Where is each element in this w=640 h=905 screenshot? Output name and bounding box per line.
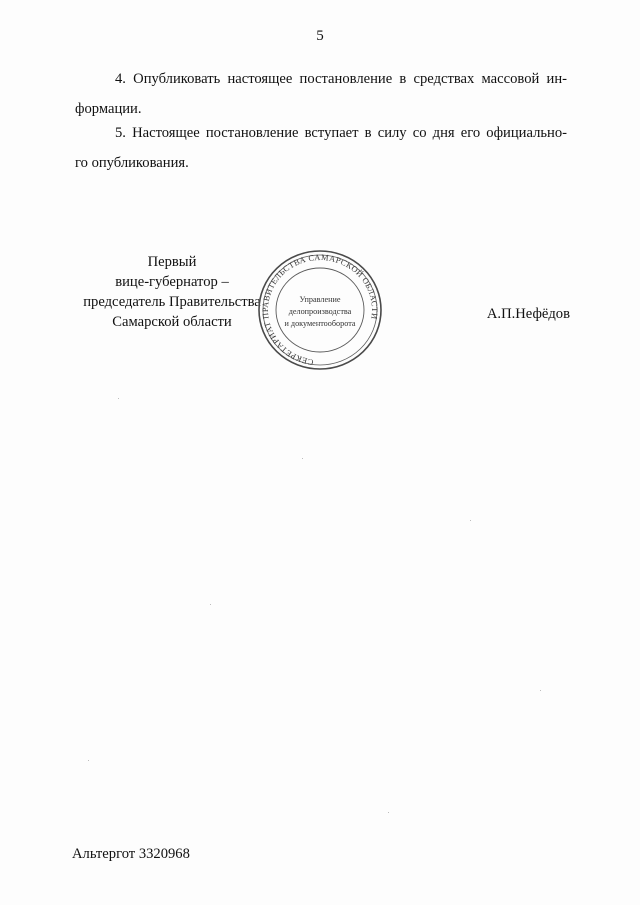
scan-speck <box>118 398 119 399</box>
official-seal <box>254 244 386 370</box>
scan-speck <box>388 812 389 813</box>
paragraph-line: формации. <box>75 101 142 117</box>
signatory-name: А.П.Нефёдов <box>486 306 570 322</box>
paragraph-line: 5. Настоящее постановление вступает в силу со дня его официально- <box>115 125 567 141</box>
seal-center-line: Управление <box>299 295 341 304</box>
document-footer-code: Альтергот 3320968 <box>72 846 190 862</box>
signatory-position-line: вице-губернатор – <box>115 274 229 290</box>
signatory-position-line: Первый <box>147 254 197 270</box>
seal-ring-text: СЕКРЕТАРИАТ ПРАВИТЕЛЬСТВА САМАРСКОЙ ОБЛАСТИ <box>260 252 380 367</box>
paragraph-line: 4. Опубликовать настоящее постановление в средствах массовой ин- <box>115 71 567 87</box>
scan-speck <box>210 604 211 605</box>
signatory-position-line: председатель Правительства <box>83 294 261 310</box>
scan-speck <box>470 520 471 521</box>
page-number: 5 <box>316 28 324 44</box>
paragraph-effective-date <box>75 118 567 178</box>
paragraph-line: го опубликования. <box>75 155 189 171</box>
scan-speck <box>88 760 89 761</box>
scan-speck <box>540 690 541 691</box>
signatory-position-line: Самарской области <box>112 314 232 330</box>
seal-center-line: и документооборота <box>284 319 356 328</box>
seal-center-line: делопроизводства <box>288 307 352 316</box>
signatory-position <box>72 252 272 332</box>
scan-speck <box>302 458 303 459</box>
paragraph-publication <box>75 64 567 124</box>
